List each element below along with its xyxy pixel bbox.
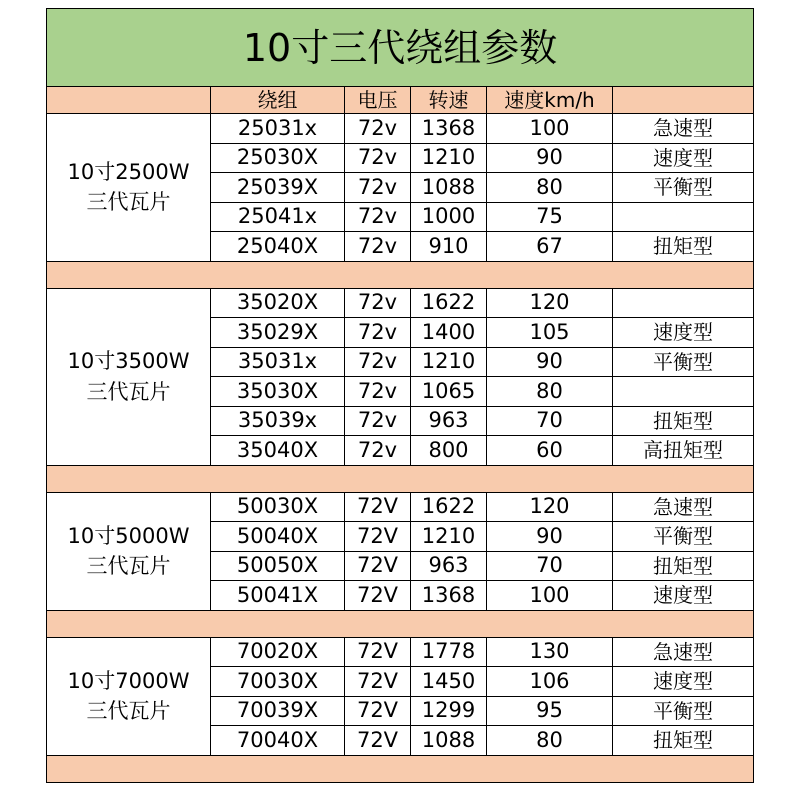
motor-type-cell: 平衡型 [613, 173, 754, 203]
group-label [47, 114, 211, 262]
velocity-cell: 106 [487, 667, 613, 697]
group-name-line1: 10寸5000W [67, 523, 190, 548]
motor-type-cell: 急速型 [613, 114, 754, 144]
separator-row [47, 465, 754, 492]
motor-type-cell: 扭矩型 [613, 726, 754, 756]
voltage-cell: 72V [345, 667, 411, 697]
motor-type-cell [613, 288, 754, 318]
header-group [47, 87, 211, 114]
winding-cell: 70030X [211, 667, 345, 697]
rpm-cell: 1210 [411, 143, 487, 173]
voltage-cell: 72v [345, 436, 411, 466]
rpm-cell: 1088 [411, 173, 487, 203]
group-name-line2: 三代瓦片 [86, 699, 171, 723]
separator-row [47, 610, 754, 637]
rpm-cell: 1622 [411, 492, 487, 522]
velocity-cell: 105 [487, 318, 613, 348]
voltage-cell: 72V [345, 492, 411, 522]
voltage-cell: 72V [345, 581, 411, 611]
winding-cell: 70020X [211, 637, 345, 667]
separator-row [47, 755, 754, 782]
velocity-cell: 100 [487, 114, 613, 144]
motor-type-cell [613, 377, 754, 407]
rpm-cell: 1450 [411, 667, 487, 697]
group-name-line1: 10寸3500W [67, 349, 190, 374]
winding-cell: 50041X [211, 581, 345, 611]
velocity-cell: 90 [487, 143, 613, 173]
header-winding: 绕组 [211, 87, 345, 114]
velocity-cell: 120 [487, 492, 613, 522]
winding-cell: 50040X [211, 522, 345, 552]
voltage-cell: 72V [345, 726, 411, 756]
header-speed: 转速 [411, 87, 487, 114]
voltage-cell: 72v [345, 143, 411, 173]
rpm-cell: 1778 [411, 637, 487, 667]
motor-type-cell: 急速型 [613, 637, 754, 667]
group-name-line1: 10寸2500W [67, 159, 190, 184]
winding-cell: 35039x [211, 406, 345, 436]
velocity-cell: 80 [487, 377, 613, 407]
voltage-cell: 72v [345, 232, 411, 262]
rpm-cell: 800 [411, 436, 487, 466]
voltage-cell: 72v [345, 318, 411, 348]
voltage-cell: 72v [345, 377, 411, 407]
velocity-cell: 80 [487, 173, 613, 203]
winding-cell: 35029X [211, 318, 345, 348]
rpm-cell: 963 [411, 551, 487, 581]
voltage-cell: 72V [345, 551, 411, 581]
rpm-cell: 1368 [411, 581, 487, 611]
header-voltage: 电压 [345, 87, 411, 114]
voltage-cell: 72v [345, 347, 411, 377]
winding-cell: 70040X [211, 726, 345, 756]
winding-cell: 25040X [211, 232, 345, 262]
group-label [47, 288, 211, 465]
winding-cell: 35040X [211, 436, 345, 466]
separator-row [47, 261, 754, 288]
table-title: 10寸三代绕组参数 [47, 9, 754, 87]
winding-cell: 25030X [211, 143, 345, 173]
voltage-cell: 72v [345, 288, 411, 318]
velocity-cell: 90 [487, 522, 613, 552]
rpm-cell: 1368 [411, 114, 487, 144]
spec-sheet [46, 8, 753, 783]
motor-type-cell: 速度型 [613, 581, 754, 611]
voltage-cell: 72V [345, 637, 411, 667]
winding-cell: 25039X [211, 173, 345, 203]
rpm-cell: 1065 [411, 377, 487, 407]
header-type [613, 87, 754, 114]
header-velocity: 速度km/h [487, 87, 613, 114]
velocity-cell: 130 [487, 637, 613, 667]
velocity-cell: 80 [487, 726, 613, 756]
voltage-cell: 72v [345, 173, 411, 203]
rpm-cell: 1000 [411, 202, 487, 232]
velocity-cell: 70 [487, 406, 613, 436]
title-row [47, 9, 754, 87]
table-row [47, 637, 754, 667]
motor-type-cell: 扭矩型 [613, 551, 754, 581]
velocity-cell: 75 [487, 202, 613, 232]
voltage-cell: 72v [345, 202, 411, 232]
voltage-cell: 72v [345, 114, 411, 144]
velocity-cell: 120 [487, 288, 613, 318]
rpm-cell: 1299 [411, 696, 487, 726]
motor-type-cell: 速度型 [613, 318, 754, 348]
rpm-cell: 910 [411, 232, 487, 262]
motor-type-cell: 速度型 [613, 143, 754, 173]
table-row [47, 114, 754, 144]
winding-cell: 35031x [211, 347, 345, 377]
rpm-cell: 963 [411, 406, 487, 436]
group-name-line1: 10寸7000W [67, 668, 190, 693]
motor-type-cell: 平衡型 [613, 696, 754, 726]
velocity-cell: 67 [487, 232, 613, 262]
winding-cell: 70039X [211, 696, 345, 726]
table-row [47, 492, 754, 522]
voltage-cell: 72V [345, 522, 411, 552]
motor-type-cell: 扭矩型 [613, 406, 754, 436]
velocity-cell: 100 [487, 581, 613, 611]
rpm-cell: 1622 [411, 288, 487, 318]
velocity-cell: 60 [487, 436, 613, 466]
group-label [47, 492, 211, 610]
rpm-cell: 1088 [411, 726, 487, 756]
voltage-cell: 72v [345, 406, 411, 436]
winding-cell: 25041x [211, 202, 345, 232]
table-row [47, 288, 754, 318]
rpm-cell: 1210 [411, 347, 487, 377]
velocity-cell: 90 [487, 347, 613, 377]
separator-cell [47, 755, 754, 782]
separator-cell [47, 261, 754, 288]
motor-type-cell: 平衡型 [613, 347, 754, 377]
motor-type-cell: 急速型 [613, 492, 754, 522]
rpm-cell: 1210 [411, 522, 487, 552]
winding-cell: 50050X [211, 551, 345, 581]
winding-cell: 35020X [211, 288, 345, 318]
motor-type-cell: 扭矩型 [613, 232, 754, 262]
winding-parameters-table [46, 8, 754, 783]
header-row [47, 87, 754, 114]
velocity-cell: 95 [487, 696, 613, 726]
voltage-cell: 72V [345, 696, 411, 726]
separator-cell [47, 610, 754, 637]
group-name-line2: 三代瓦片 [86, 379, 171, 404]
winding-cell: 35030X [211, 377, 345, 407]
motor-type-cell [613, 202, 754, 232]
motor-type-cell: 高扭矩型 [613, 436, 754, 466]
group-label [47, 637, 211, 755]
winding-cell: 50030X [211, 492, 345, 522]
rpm-cell: 1400 [411, 318, 487, 348]
motor-type-cell: 速度型 [613, 667, 754, 697]
separator-cell [47, 465, 754, 492]
winding-cell: 25031x [211, 114, 345, 144]
group-name-line2: 三代瓦片 [86, 554, 171, 578]
motor-type-cell: 平衡型 [613, 522, 754, 552]
group-name-line2: 三代瓦片 [86, 190, 171, 215]
velocity-cell: 70 [487, 551, 613, 581]
